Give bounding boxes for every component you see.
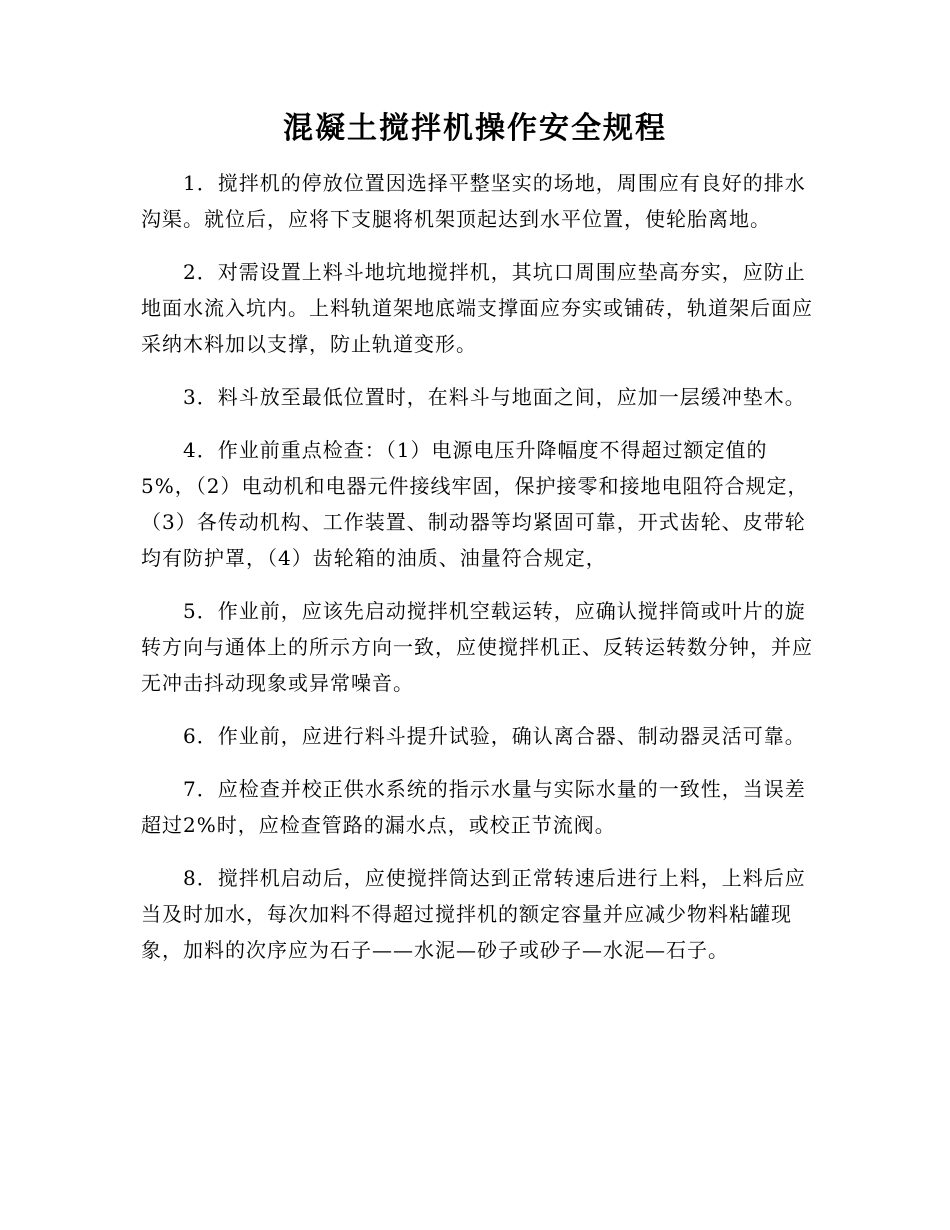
paragraph-4: 4．作业前重点检查：（1）电源电压升降幅度不得超过额定值的5%，（2）电动机和电器元件接线牢固，保护接零和接地电阻符合规定，（3）各传动机构、工作装置、制动器等均紧固可靠，开式齿轮、皮带轮均有防护罩，（4）齿轮箱的油质、油量符合规定， (141, 438, 809, 570)
document-body (141, 165, 813, 985)
paragraph-1: 1．搅拌机的停放位置因选择平整坚实的场地，周围应有良好的排水沟渠。就位后，应将下支腿将机架顶起达到水平位置，使轮胎离地。 (141, 171, 806, 231)
paragraph-5: 5．作业前，应该先启动搅拌机空载运转，应确认搅拌筒或叶片的旋转方向与通体上的所示方向一致，应使搅拌机正、反转运转数分钟，并应无冲击抖动现象或异常噪音。 (141, 599, 813, 695)
paragraph-8: 8．搅拌机启动后，应使搅拌筒达到正常转速后进行上料，上料后应当及时加水，每次加料不得超过搅拌机的额定容量并应减少物料粘罐现象，加料的次序应为石子——水泥—砂子或砂子—水泥—石子。 (141, 866, 806, 962)
document-title: 混凝土搅拌机操作安全规程 (283, 111, 667, 146)
paragraph-3: 3．料斗放至最低位置时，在料斗与地面之间，应加一层缓冲垫木。 (183, 385, 806, 409)
paragraph-6: 6．作业前，应进行料斗提升试验，确认离合器、制动器灵活可靠。 (183, 724, 806, 748)
paragraph-7: 7．应检查并校正供水系统的指示水量与实际水量的一致性，当误差超过2%时，应检查管路的漏水点，或校正节流阀。 (141, 777, 806, 837)
paragraph-2: 2．对需设置上料斗地坑地搅拌机，其坑口周围应垫高夯实，应防止地面水流入坑内。上料轨道架地底端支撑面应夯实或铺砖，轨道架后面应采纳木料加以支撑，防止轨道变形。 (141, 260, 813, 356)
